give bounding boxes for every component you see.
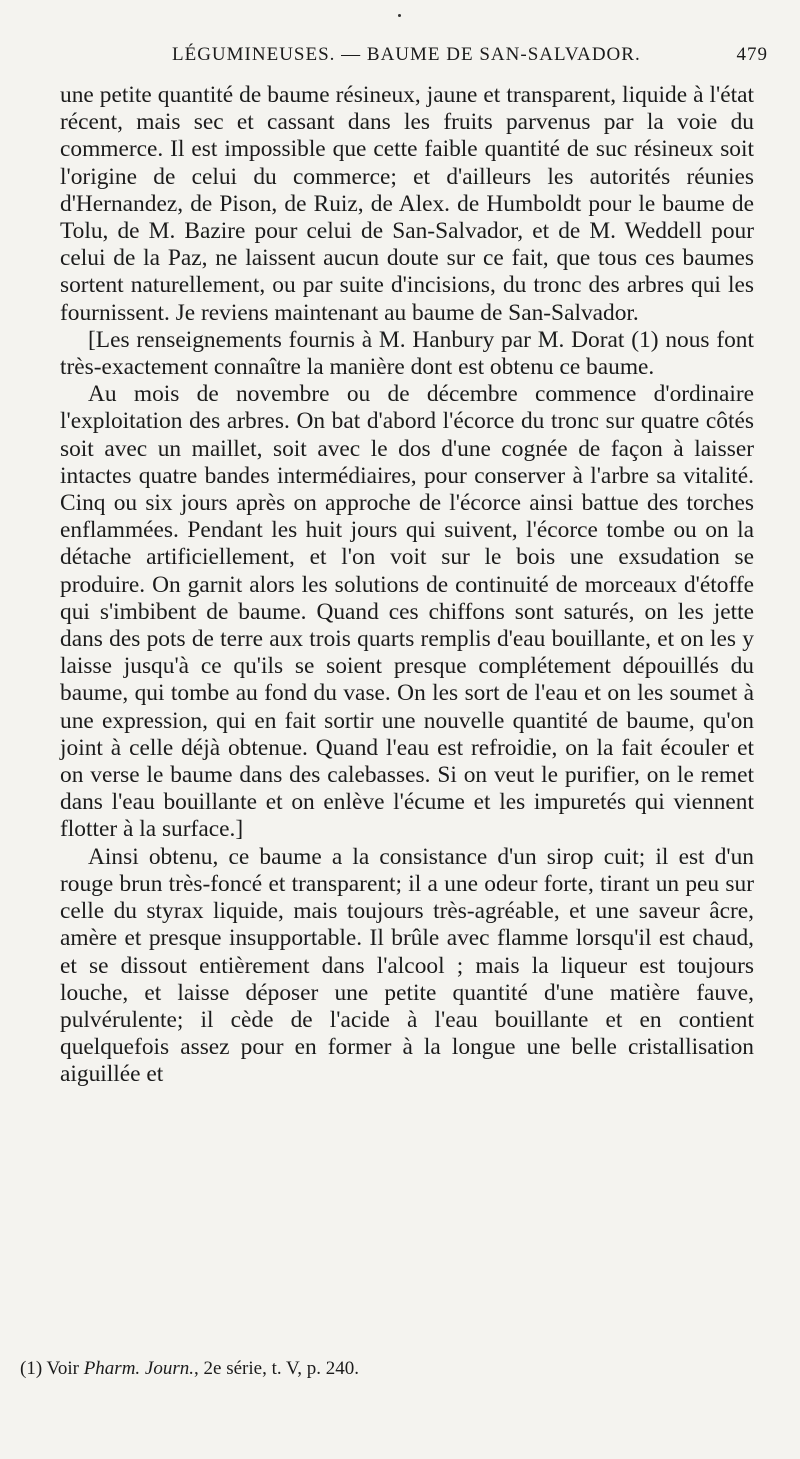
running-title: LÉGUMINEUSES. — BAUME DE SAN-SALVADOR.: [172, 44, 641, 65]
paragraph-exploitation: Au mois de novembre ou de décembre commence d'ordinaire l'exploitation des arbres. On bat d'abord l'écorce du tronc sur quatre côtés soit avec un maillet, soit avec le dos d'une cognée de façon à laisser intactes quatre bandes intermédiaires, pour conserver à l'arbre sa vitalité. Cinq ou six jours après on approche de l'écorce ainsi battue des torches enflammées. Pendant les huit jours qui suivent, l'écorce tombe ou on la détache artificiellement, et l'on voit sur le bois une exsudation se produire. On garnit alors les solutions de continuité de morceaux d'étoffe qui s'imbibent de baume. Quand ces chiffons sont saturés, on les jette dans des pots de terre aux trois quarts remplis d'eau bouillante, et on les y laisse jusqu'à ce qu'ils se soient presque complétement dépouillés du baume, qui tombe au fond du vase. On les sort de l'eau et on les soumet à une expression, qui en fait sortir une nouvelle quantité de baume, qu'on joint à celle déjà obtenue. Quand l'eau est refroidie, on la fait écouler et on verse le baume dans des calebasses. Si on veut le purifier, on le remet dans l'eau bouillante et on enlève l'écume et les impuretés qui viennent flotter à la surface.]: [60, 381, 754, 843]
paragraph-renseignements: [Les renseignements fournis à M. Hanbury par M. Dorat (1) nous font très-exactement connaître la manière dont est obtenu ce baume.: [60, 326, 754, 381]
footnote: [20, 1358, 359, 1380]
body-text: [60, 82, 754, 1089]
paragraph-properties: Ainsi obtenu, ce baume a la consistance d'un sirop cuit; il est d'un rouge brun très-foncé et transparent; il a une odeur forte, tirant un peu sur celle du styrax liquide, mais toujours très-agréable, et une saveur âcre, amère et presque insupportable. Il brûle avec flamme lorsqu'il est chaud, et se dissout entièrement dans l'alcool ; mais la liqueur est toujours louche, et laisse déposer une petite quantité d'une matière fauve, pulvérulente; il cède de l'acide à l'eau bouillante et en contient quelquefois assez pour en former à la longue une belle cristallisation aiguillée et: [60, 843, 754, 1088]
stray-ink-dot: [398, 14, 401, 17]
footnote-journal: Pharm. Journ.: [83, 1358, 195, 1379]
page-number: 479: [736, 44, 768, 65]
footnote-marker: (1) Voir: [20, 1358, 84, 1379]
paragraph-continuation: une petite quantité de baume résineux, jaune et transparent, liquide à l'état récent, mais sec et cassant dans les fruits parvenus par la voie du commerce. Il est impossible que cette faible quantité de suc résineux soit l'origine de celui du commerce; et d'ailleurs les autorités réunies d'Hernandez, de Pison, de Ruiz, de Alex. de Humboldt pour le baume de Tolu, de M. Bazire pour celui de San-Salvador, et de M. Weddell pour celui de la Paz, ne laissent aucun doute sur ce fait, que tous ces baumes sortent naturellement, ou par suite d'incisions, du tronc des arbres qui les fournissent. Je reviens maintenant au baume de San-Salvador.: [60, 82, 754, 326]
footnote-reference: , 2e série, t. V, p. 240.: [194, 1358, 360, 1379]
running-head: [60, 44, 768, 74]
